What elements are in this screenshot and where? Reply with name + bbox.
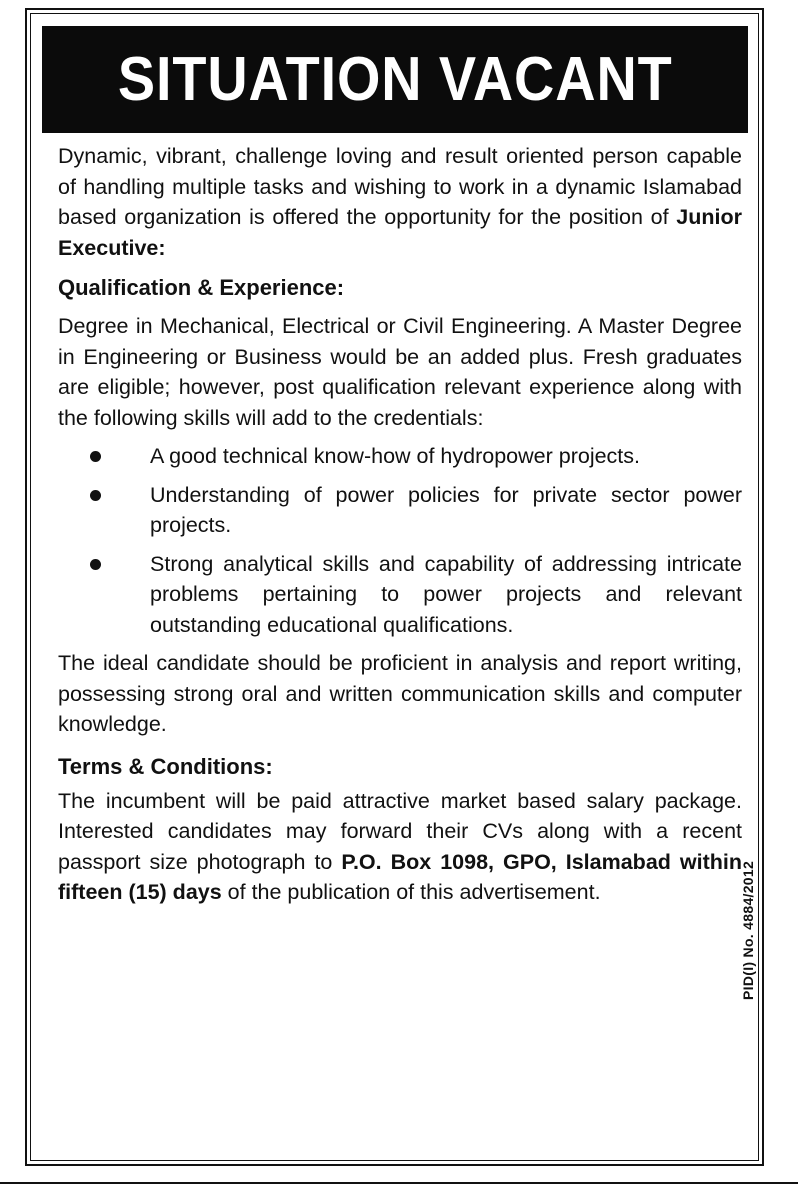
list-item (58, 549, 742, 641)
terms-paragraph (58, 786, 742, 908)
qualification-paragraph: Degree in Mechanical, Electrical or Civil Engineering. A Master Degree in Engineering or Business would be an added plus. Fresh graduates are eligible; however, post qualification relevant experience along with the following skills will add to the credentials: (58, 314, 742, 430)
qualification-heading: Qualification & Experience: (58, 275, 345, 300)
terms-heading: Terms & Conditions: (58, 753, 273, 779)
terms-closing: of the publication of this advertisement. (221, 880, 601, 904)
address-text: P.O. Box 1098, GPO, Islamabad within fifteen (15) days (58, 849, 742, 904)
pid-number: PID(I) No. 4884/2012 (740, 860, 756, 1000)
skill-text: Strong analytical skills and capability of addressing intricate problems pertaining to power projects and relevant outstanding educational qualifications. (150, 551, 742, 637)
terms-text: The incumbent will be paid attractive market based salary package. Interested candidates may forward their CVs along with a recent passport size photograph to (58, 788, 742, 874)
bottom-divider (0, 1182, 798, 1184)
intro-paragraph (58, 141, 742, 263)
ideal-candidate-paragraph: The ideal candidate should be proficient in analysis and report writing, possessing strong oral and written communication skills and computer knowledge. (58, 651, 742, 736)
bullet-icon (90, 559, 101, 570)
bullet-icon (90, 451, 101, 462)
bullet-icon (90, 490, 101, 501)
page-title (42, 26, 748, 133)
position-title: Junior Executive: (58, 205, 742, 260)
title-text: SITUATION VACANT (117, 45, 673, 114)
list-item (58, 441, 742, 472)
skills-list (58, 441, 742, 640)
intro-text: Dynamic, vibrant, challenge loving and result oriented person capable of handling multiple tasks and wishing to work in a dynamic Islamabad based organization is offered the opportunity for the position of (58, 144, 742, 229)
ad-body (58, 141, 742, 908)
skill-text: Understanding of power policies for private sector power projects. (150, 482, 742, 537)
list-item (58, 480, 742, 541)
skill-text: A good technical know-how of hydropower projects. (150, 444, 640, 468)
